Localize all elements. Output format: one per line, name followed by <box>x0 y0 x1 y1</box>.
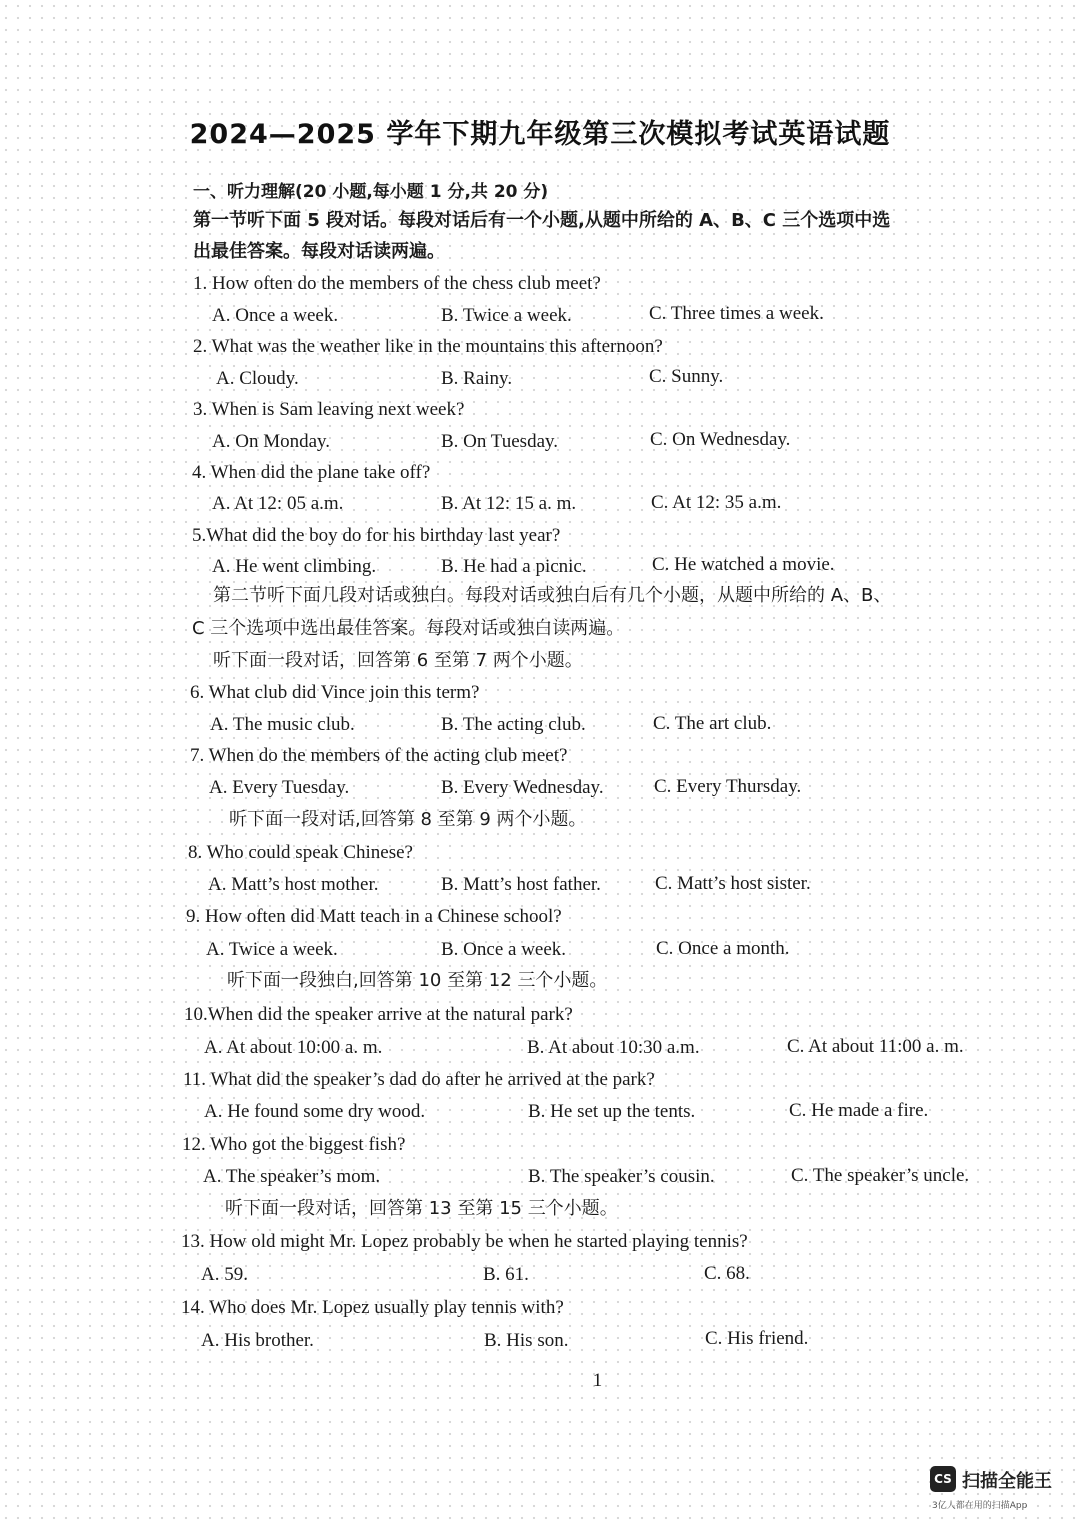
question-11-option-c: C. He made a fire. <box>789 1100 929 1121</box>
question-8-option-c: C. Matt’s host sister. <box>655 873 811 894</box>
question-6: 6. What club did Vince join this term? <box>190 682 480 703</box>
question-3-option-a: A. On Monday. <box>212 431 331 452</box>
question-4: 4. When did the plane take off? <box>192 462 431 483</box>
part2-intro-line1: 第二节听下面几段对话或独白。每段对话或独白后有几个小题，从题中所给的 A、B、 <box>213 585 892 606</box>
question-12-option-a: A. The speaker’s mom. <box>203 1166 381 1187</box>
question-5-option-b: B. He had a picnic. <box>441 556 587 577</box>
instruction-q6-7: 听下面一段对话，回答第 6 至第 7 两个小题。 <box>213 650 583 671</box>
scanner-watermark <box>930 1466 1070 1522</box>
part2-intro-line2: C 三个选项中选出最佳答案。每段对话或独白读两遍。 <box>192 618 625 639</box>
question-7-option-a: A. Every Tuesday. <box>209 777 350 798</box>
question-5-option-c: C. He watched a movie. <box>652 554 835 575</box>
instruction-q13-15: 听下面一段对话，回答第 13 至第 15 三个小题。 <box>225 1198 618 1219</box>
part1-intro-line2: 出最佳答案。每段对话读两遍。 <box>193 241 445 262</box>
question-1-option-c: C. Three times a week. <box>649 303 824 324</box>
question-3-option-b: B. On Tuesday. <box>441 431 559 452</box>
scanner-logo-icon: CS <box>930 1466 956 1492</box>
instruction-q10-12: 听下面一段独白,回答第 10 至第 12 三个小题。 <box>227 970 608 991</box>
question-14-option-a: A. His brother. <box>201 1330 314 1351</box>
page-title: 2024—2025 学年下期九年级第三次模拟考试英语试题 <box>189 119 891 150</box>
question-13-option-c: C. 68. <box>704 1263 750 1284</box>
question-14-option-c: C. His friend. <box>705 1328 809 1349</box>
question-2-option-b: B. Rainy. <box>441 368 513 389</box>
question-4-option-b: B. At 12: 15 a. m. <box>441 493 577 514</box>
question-3-option-c: C. On Wednesday. <box>650 429 791 450</box>
question-10-option-c: C. At about 11:00 a. m. <box>787 1036 964 1057</box>
question-11-option-b: B. He set up the tents. <box>528 1101 696 1122</box>
question-4-option-c: C. At 12: 35 a.m. <box>651 492 782 513</box>
question-7-option-b: B. Every Wednesday. <box>441 777 604 798</box>
question-9: 9. How often did Matt teach in a Chinese school? <box>186 906 562 927</box>
question-12-option-c: C. The speaker’s uncle. <box>791 1165 970 1186</box>
question-5-option-a: A. He went climbing. <box>212 556 377 577</box>
page-number: 1 <box>592 1370 603 1391</box>
question-1-option-a: A. Once a week. <box>212 305 339 326</box>
question-2-option-c: C. Sunny. <box>649 366 724 387</box>
question-14-option-b: B. His son. <box>484 1330 569 1351</box>
question-3: 3. When is Sam leaving next week? <box>193 399 465 420</box>
question-5: 5.What did the boy do for his birthday last year? <box>192 525 561 546</box>
question-6-option-c: C. The art club. <box>653 713 772 734</box>
question-6-option-a: A. The music club. <box>210 714 355 735</box>
question-1: 1. How often do the members of the chess club meet? <box>193 273 601 294</box>
scanner-tagline: 3亿人都在用的扫描App <box>932 1501 1028 1511</box>
question-9-option-b: B. Once a week. <box>441 939 567 960</box>
question-11: 11. What did the speaker’s dad do after he arrived at the park? <box>183 1069 655 1090</box>
question-9-option-a: A. Twice a week. <box>206 939 338 960</box>
question-12: 12. Who got the biggest fish? <box>182 1134 406 1155</box>
question-12-option-b: B. The speaker’s cousin. <box>528 1166 715 1187</box>
question-13-option-b: B. 61. <box>483 1264 529 1285</box>
question-10-option-b: B. At about 10:30 a.m. <box>527 1037 700 1058</box>
question-11-option-a: A. He found some dry wood. <box>204 1101 426 1122</box>
instruction-q8-9: 听下面一段对话,回答第 8 至第 9 两个小题。 <box>229 809 587 830</box>
part1-intro-line1: 第一节听下面 5 段对话。每段对话后有一个小题,从题中所给的 A、B、C 三个选项中选 <box>193 210 891 231</box>
question-8: 8. Who could speak Chinese? <box>188 842 413 863</box>
question-13: 13. How old might Mr. Lopez probably be when he started playing tennis? <box>181 1231 748 1252</box>
question-7: 7. When do the members of the acting club meet? <box>190 745 568 766</box>
question-9-option-c: C. Once a month. <box>656 938 790 959</box>
question-14: 14. Who does Mr. Lopez usually play tennis with? <box>181 1297 564 1318</box>
section-heading: 一、听力理解(20 小题,每小题 1 分,共 20 分) <box>193 182 549 202</box>
question-4-option-a: A. At 12: 05 a.m. <box>212 493 344 514</box>
question-10: 10.When did the speaker arrive at the natural park? <box>184 1004 573 1025</box>
question-2: 2. What was the weather like in the mountains this afternoon? <box>193 336 663 357</box>
scanner-brand: 扫描全能王 <box>962 1471 1052 1492</box>
question-13-option-a: A. 59. <box>201 1264 248 1285</box>
question-8-option-a: A. Matt’s host mother. <box>208 874 379 895</box>
question-2-option-a: A. Cloudy. <box>216 368 299 389</box>
question-6-option-b: B. The acting club. <box>441 714 586 735</box>
question-7-option-c: C. Every Thursday. <box>654 776 802 797</box>
question-1-option-b: B. Twice a week. <box>441 305 572 326</box>
question-10-option-a: A. At about 10:00 a. m. <box>204 1037 383 1058</box>
question-8-option-b: B. Matt’s host father. <box>441 874 601 895</box>
